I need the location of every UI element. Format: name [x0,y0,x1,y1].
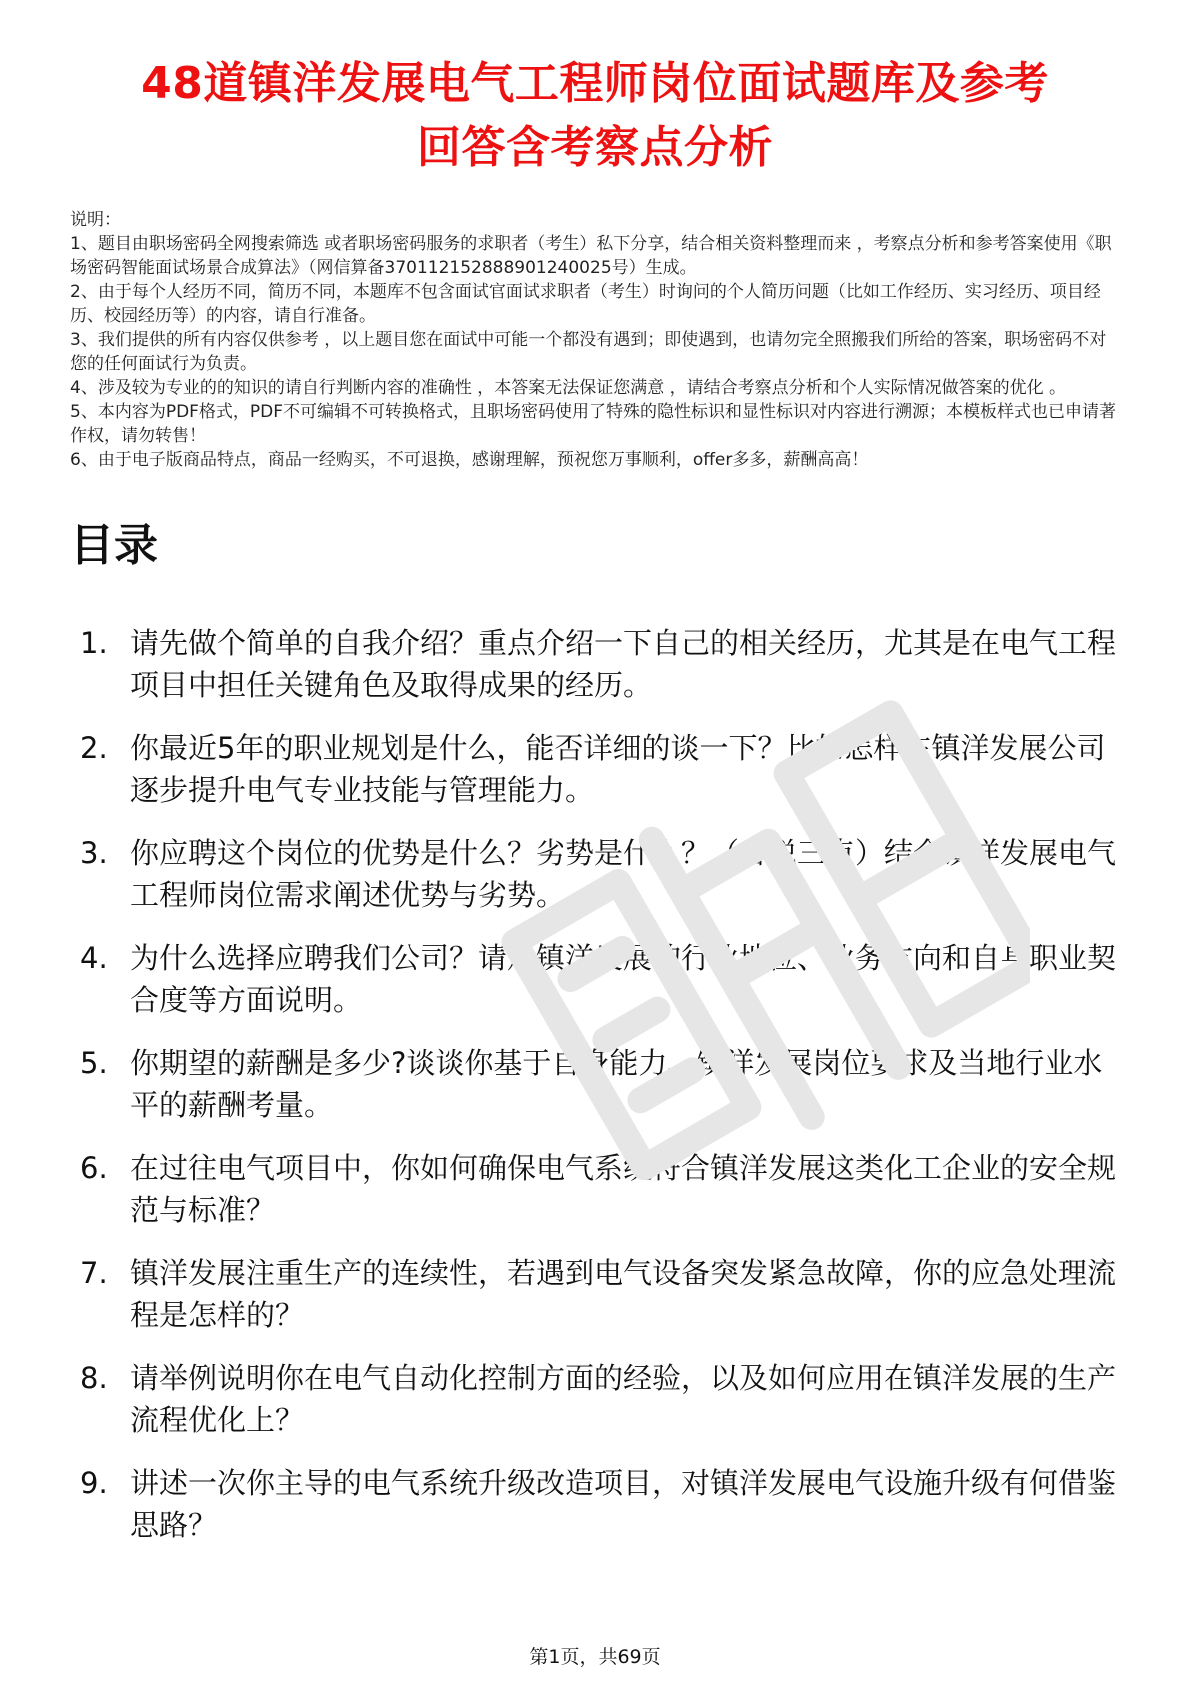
note-item-3: 3、我们提供的所有内容仅供参考 ，以上题目您在面试中可能一个都没有遇到；即使遇到，也请勿完全照搬我们所给的答案，职场密码不对您的任何面试行为负责。 [70,330,1107,374]
toc-item-text: 为什么选择应聘我们公司？请从镇洋发展的行业地位、业务方向和自身职业契合度等方面说明。 [130,941,1117,1017]
toc-item[interactable] [70,1147,1120,1231]
toc-item-text: 请先做个简单的自我介绍？重点介绍一下自己的相关经历，尤其是在电气工程项目中担任关键角色及取得成果的经历。 [130,626,1117,702]
toc-item[interactable] [70,622,1120,706]
note-item-5: 5、本内容为PDF格式，PDF不可编辑不可转换格式，且职场密码使用了特殊的隐性标识和显性标识对内容进行溯源；本模板样式也已申请著作权，请勿转售！ [70,402,1117,446]
toc-item-text: 你最近5年的职业规划是什么，能否详细的谈一下？比如怎样在镇洋发展公司逐步提升电气专业技能与管理能力。 [130,731,1106,807]
toc-heading: 目录 [70,520,158,571]
page-footer: 第1页，共69页 [529,1646,661,1668]
toc-list [70,622,1120,1546]
toc-item[interactable] [70,1462,1120,1546]
note-item-1: 1、题目由职场密码全网搜索筛选 或者职场密码服务的求职者（考生）私下分享，结合相关资料整理而来 ，考察点分析和参考答案使用《职场密码智能面试场景合成算法》（网信算备370112152888901240025号）生成。 [70,234,1112,278]
toc-item-number: 9. [80,1466,108,1500]
toc-item[interactable] [70,1252,1120,1336]
toc-item-number: 3. [80,836,108,870]
toc-item-number: 5. [80,1046,108,1080]
toc-item-text: 你期望的薪酬是多少?谈谈你基于自身能力、镇洋发展岗位要求及当地行业水平的薪酬考量。 [130,1046,1103,1122]
title-line-2: 回答含考察点分析 [417,122,773,173]
toc-item-text: 在过往电气项目中，你如何确保电气系统符合镇洋发展这类化工企业的安全规范与标准？ [130,1151,1117,1227]
toc-item-number: 1. [80,626,108,660]
toc-item[interactable] [70,727,1120,811]
toc-item-text: 请举例说明你在电气自动化控制方面的经验，以及如何应用在镇洋发展的生产流程优化上？ [130,1361,1117,1437]
title-line-1: 48道镇洋发展电气工程师岗位面试题库及参考 [141,58,1049,109]
notes-section [70,208,1120,472]
toc-item-number: 2. [80,731,108,765]
toc-item-number: 7. [80,1256,108,1290]
toc-item[interactable] [70,1042,1120,1126]
toc-item[interactable] [70,937,1120,1021]
toc-item-text: 你应聘这个岗位的优势是什么？劣势是什么？（各说三点）结合镇洋发展电气工程师岗位需求阐述优势与劣势。 [130,836,1117,912]
notes-heading: 说明： [70,210,121,230]
toc-item-number: 4. [80,941,108,975]
toc-item[interactable] [70,832,1120,916]
document-title [70,52,1120,180]
toc-item-text: 镇洋发展注重生产的连续性，若遇到电气设备突发紧急故障，你的应急处理流程是怎样的？ [130,1256,1117,1332]
toc-item[interactable] [70,1357,1120,1441]
note-item-4: 4、涉及较为专业的的知识的请自行判断内容的准确性 ，本答案无法保证您满意 ，请结合考察点分析和个人实际情况做答案的优化 。 [70,378,1067,398]
toc-item-number: 6. [80,1151,108,1185]
note-item-6: 6、由于电子版商品特点，商品一经购买，不可退换，感谢理解，预祝您万事顺利，offer多多，薪酬高高！ [70,450,869,470]
note-item-2: 2、由于每个人经历不同，简历不同，本题库不包含面试官面试求职者（考生）时询问的个人简历问题（比如工作经历、实习经历、项目经历、校园经历等）的内容，请自行准备。 [70,282,1101,326]
toc-item-text: 讲述一次你主导的电气系统升级改造项目，对镇洋发展电气设施升级有何借鉴思路？ [130,1466,1117,1542]
toc-item-number: 8. [80,1361,108,1395]
